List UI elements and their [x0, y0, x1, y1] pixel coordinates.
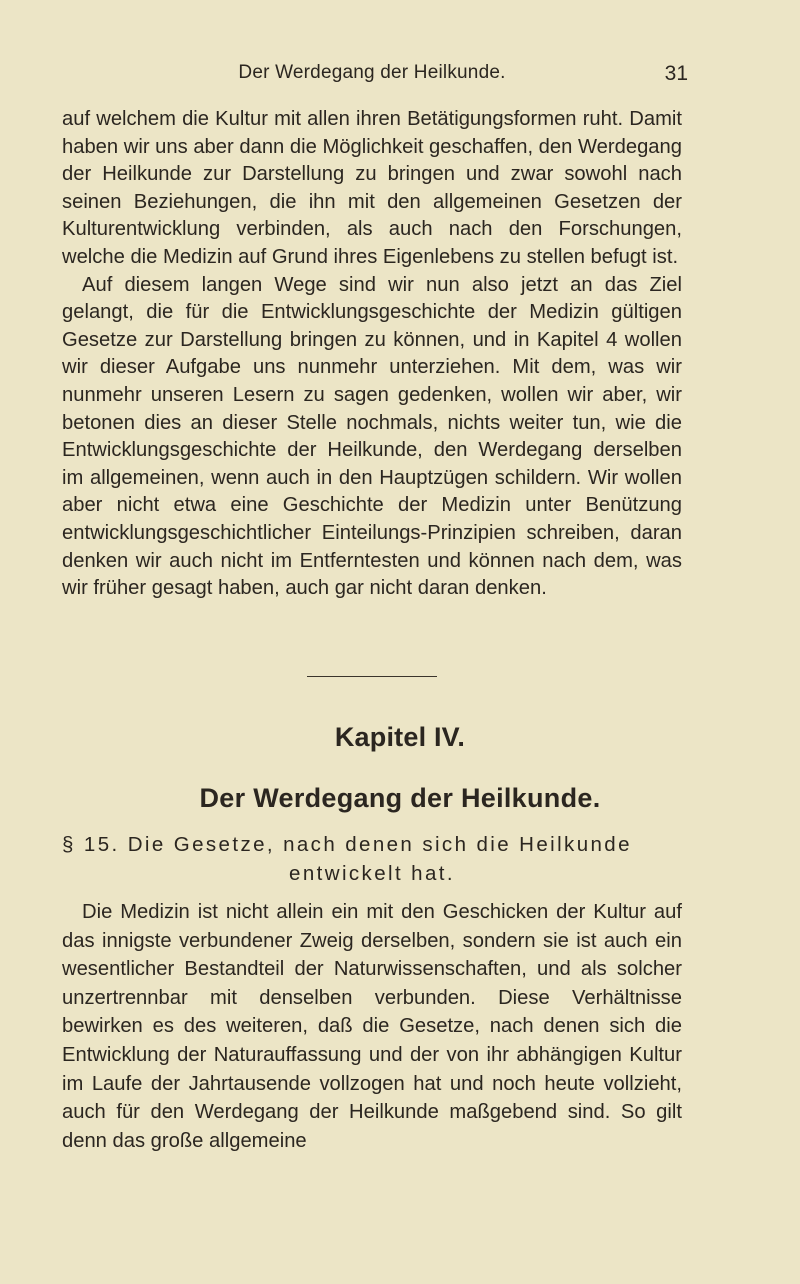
paragraph: Auf diesem langen Wege sind wir nun also jetzt an das Ziel gelangt, die für die Entwicklungsgeschichte der Medizin gültigen Gesetze zur Darstellung bringen zu können, und in Kapitel 4 wollen wir dieser Aufgabe uns nunmehr unterziehen. Mit dem, was wir nunmehr unseren Lesern zu sagen gedenken, wollen wir aber, wir betonen dies an dieser Stelle nochmals, nichts weiter tun, wie die Entwicklungsgeschichte der Heilkunde, den Werdegang derselben im allgemeinen, wenn auch in den Hauptzügen schildern. Wir wollen aber nicht etwa eine Geschichte der Medizin unter Benützung entwicklungsgeschichtlicher Einteilungs-Prinzipien schreiben, daran denken wir auch nicht im Entferntesten und können nach dem, was wir früher gesagt haben, auch gar nicht daran denken.	[62, 273, 682, 600]
running-title: Der Werdegang der Heilkunde.	[238, 62, 506, 83]
section-heading-line-2: entwickelt hat.	[289, 862, 455, 885]
chapter-title: Der Werdegang der Heilkunde.	[199, 783, 601, 813]
body-text-top	[62, 106, 682, 603]
chapter-label: Kapitel IV.	[334, 722, 466, 752]
paragraph-continuation: auf welchem die Kultur mit allen ihren Betätigungsformen ruht. Damit haben wir uns aber dann die Möglichkeit geschaffen, den Werdegang der Heilkunde zur Darstellung zu bringen und zwar sowohl nach seinen Beziehungen, die ihn mit den allgemeinen Gesetzen der Kulturentwicklung verbinden, als auch nach den Forschungen, welche die Medizin auf Grund ihres Eigenlebens zu stellen befugt ist.	[62, 108, 682, 268]
section-heading	[62, 830, 682, 888]
section-divider	[307, 676, 437, 677]
paragraph: Die Medizin ist nicht allein ein mit den Geschicken der Kultur auf das innigste verbundener Zweig derselben, sondern sie ist auch ein wesentlicher Bestandteil der Naturwissenschaften, und als solcher unzertrennbar mit denselben verbunden. Diese Verhältnisse bewirken es des weiteren, daß die Gesetze, nach denen sich die Entwicklung der Naturauffassung und der von ihr abhängigen Kultur im Laufe der Jahrtausende vollzogen hat und noch heute vollzieht, auch für den Werdegang der Heilkunde maßgebend sind. So gilt denn das große allgemeine	[62, 901, 682, 1152]
body-text-bottom	[62, 898, 682, 1155]
section-heading-line-1: § 15. Die Gesetze, nach denen sich die Heilkunde	[62, 833, 632, 856]
running-head	[62, 56, 688, 92]
page-number: 31	[664, 62, 688, 85]
